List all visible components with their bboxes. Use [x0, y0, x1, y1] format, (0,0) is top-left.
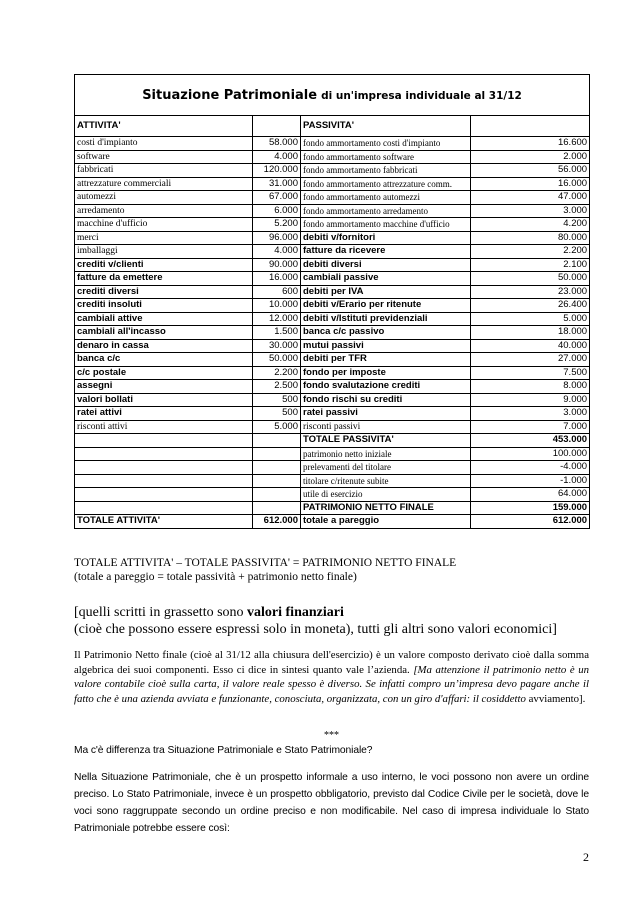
liability-label: debiti per TFR [301, 353, 471, 367]
table-row [75, 339, 590, 353]
liability-value: 3.000 [471, 407, 590, 421]
table-row [75, 353, 590, 367]
liability-label: debiti v/fornitori [301, 231, 471, 245]
liability-value: 159.000 [471, 501, 590, 515]
liability-value: 2.000 [471, 150, 590, 164]
liability-value: 56.000 [471, 164, 590, 178]
asset-label [75, 447, 253, 461]
liability-label: banca c/c passivo [301, 326, 471, 340]
liability-label: utile di esercizio [301, 488, 471, 502]
liability-label: debiti diversi [301, 258, 471, 272]
asset-value: 10.000 [253, 299, 301, 313]
asset-value [253, 434, 301, 448]
table-row [75, 447, 590, 461]
asset-value: 58.000 [253, 137, 301, 151]
asset-label: cambiali attive [75, 312, 253, 326]
asset-label: crediti v/clienti [75, 258, 253, 272]
asset-label: c/c postale [75, 366, 253, 380]
table-row [75, 285, 590, 299]
asset-value: 90.000 [253, 258, 301, 272]
asset-label: TOTALE ATTIVITA' [75, 515, 253, 529]
liability-label: fondo ammortamento arredamento [301, 204, 471, 218]
asset-label: merci [75, 231, 253, 245]
asset-value: 120.000 [253, 164, 301, 178]
asset-label: crediti insoluti [75, 299, 253, 313]
liability-value: 80.000 [471, 231, 590, 245]
asset-value: 31.000 [253, 177, 301, 191]
asset-label: assegni [75, 380, 253, 394]
asset-label: automezzi [75, 191, 253, 205]
asset-label: fatture da emettere [75, 272, 253, 286]
table-row [75, 150, 590, 164]
liability-label: ratei passivi [301, 407, 471, 421]
asset-value [253, 501, 301, 515]
page-number: 2 [583, 850, 589, 864]
net-worth-text: Il Patrimonio Netto finale (cioè al 31/12 alla chiusura dell'esercizio) è un valore composto derivato cioè dalla somma algebrica dei suoi componenti. Esso ci dice in sintesi quanto vale l’azienda. [74, 649, 589, 676]
liability-value: 2.200 [471, 245, 590, 259]
liability-label: fondo ammortamento fabbricati [301, 164, 471, 178]
liability-label: fondo ammortamento automezzi [301, 191, 471, 205]
asset-value [253, 488, 301, 502]
asset-label: fabbricati [75, 164, 253, 178]
table-row [75, 407, 590, 421]
table-row [75, 177, 590, 191]
assets-header: ATTIVITA' [75, 116, 253, 137]
liability-value: 612.000 [471, 515, 590, 529]
asset-value: 30.000 [253, 339, 301, 353]
financial-note-bold: valori finanziari [247, 605, 344, 620]
asset-label: software [75, 150, 253, 164]
table-title-sub: di un'impresa individuale al 31/12 [321, 89, 522, 102]
liability-label: fondo rischi su crediti [301, 393, 471, 407]
liability-value: 2.100 [471, 258, 590, 272]
asset-value [253, 447, 301, 461]
table-row [75, 488, 590, 502]
liability-value: 8.000 [471, 380, 590, 394]
table-row [75, 231, 590, 245]
net-worth-end: avviamento]. [525, 692, 586, 705]
asset-label [75, 501, 253, 515]
asset-label: imballaggi [75, 245, 253, 259]
liability-label: fatture da ricevere [301, 245, 471, 259]
liability-label: cambiali passive [301, 272, 471, 286]
liability-value: 23.000 [471, 285, 590, 299]
liability-value: 9.000 [471, 393, 590, 407]
table-header-row [75, 116, 590, 137]
asset-label: attrezzature commerciali [75, 177, 253, 191]
asset-label [75, 434, 253, 448]
net-worth-paragraph [74, 648, 589, 706]
asset-label: arredamento [75, 204, 253, 218]
liability-value: -4.000 [471, 461, 590, 475]
table-row [75, 461, 590, 475]
table-title-main: Situazione Patrimoniale [142, 87, 318, 103]
asset-label: denaro in cassa [75, 339, 253, 353]
liability-value: 16.000 [471, 177, 590, 191]
asset-label: cambiali all'incasso [75, 326, 253, 340]
liability-label: debiti v/Erario per ritenute [301, 299, 471, 313]
asset-label [75, 474, 253, 488]
liability-label: fondo ammortamento costi d'impianto [301, 137, 471, 151]
liability-label: fondo svalutazione crediti [301, 380, 471, 394]
formula-line-1: TOTALE ATTIVITA' – TOTALE PASSIVITA' = PATRIMONIO NETTO FINALE [74, 557, 457, 569]
liability-label: debiti per IVA [301, 285, 471, 299]
liability-label: titolare c/ritenute subite [301, 474, 471, 488]
liability-label: prelevamenti del titolare [301, 461, 471, 475]
liability-value: 40.000 [471, 339, 590, 353]
asset-label: ratei attivi [75, 407, 253, 421]
liability-label: fondo ammortamento macchine d'ufficio [301, 218, 471, 232]
liability-label: totale a pareggio [301, 515, 471, 529]
liability-label: PATRIMONIO NETTO FINALE [301, 501, 471, 515]
liability-value: 100.000 [471, 447, 590, 461]
answer-paragraph: Nella Situazione Patrimoniale, che è un prospetto informale a uso interno, le voci possono non avere un ordine preciso. Lo Stato Patrimoniale, invece è un prospetto obbligatorio, previsto dal Codice Civile per le società, dove le voci sono raggruppate secondo un ordine preciso e non modificabile. Nel caso di impresa individuale lo Stato Patrimoniale potrebbe essere così: [74, 772, 589, 834]
asset-value: 6.000 [253, 204, 301, 218]
asset-value [253, 461, 301, 475]
asset-value: 16.000 [253, 272, 301, 286]
asset-value: 2.500 [253, 380, 301, 394]
balance-sheet-table [74, 74, 590, 529]
liability-value: 4.200 [471, 218, 590, 232]
table-row [75, 299, 590, 313]
asset-value: 67.000 [253, 191, 301, 205]
asset-value: 5.200 [253, 218, 301, 232]
liability-label: debiti v/Istituti previdenziali [301, 312, 471, 326]
liability-label: fondo ammortamento software [301, 150, 471, 164]
asset-value: 12.000 [253, 312, 301, 326]
asset-value [253, 474, 301, 488]
table-row [75, 501, 590, 515]
liability-label: risconti passivi [301, 420, 471, 434]
liabilities-header: PASSIVITA' [301, 116, 471, 137]
asset-value: 1.500 [253, 326, 301, 340]
table-title-row [75, 75, 590, 116]
liability-value: 3.000 [471, 204, 590, 218]
asset-label: valori bollati [75, 393, 253, 407]
liability-value: 18.000 [471, 326, 590, 340]
liability-label: patrimonio netto iniziale [301, 447, 471, 461]
table-row [75, 272, 590, 286]
table-row [75, 312, 590, 326]
liability-value: 64.000 [471, 488, 590, 502]
liability-value: 5.000 [471, 312, 590, 326]
asset-value: 612.000 [253, 515, 301, 529]
asset-value: 4.000 [253, 245, 301, 259]
asset-label [75, 461, 253, 475]
table-row [75, 258, 590, 272]
table-row [75, 420, 590, 434]
asset-value: 600 [253, 285, 301, 299]
financial-note-pre: [quelli scritti in grassetto sono [74, 605, 248, 620]
table-row [75, 164, 590, 178]
table-row [75, 393, 590, 407]
question-line: Ma c'è differenza tra Situazione Patrimoniale e Stato Patrimoniale? [74, 745, 373, 756]
liability-label: TOTALE PASSIVITA' [301, 434, 471, 448]
formula-line-2: (totale a pareggio = totale passività + patrimonio netto finale) [74, 571, 357, 583]
asset-value: 4.000 [253, 150, 301, 164]
table-row [75, 191, 590, 205]
table-row [75, 218, 590, 232]
table-row [75, 326, 590, 340]
asset-label: risconti attivi [75, 420, 253, 434]
table-row [75, 474, 590, 488]
asset-value: 500 [253, 407, 301, 421]
financial-note-line-2: (cioè che possono essere espressi solo in moneta), tutti gli altri sono valori economici] [74, 622, 557, 637]
asset-label: macchine d'ufficio [75, 218, 253, 232]
table-row [75, 366, 590, 380]
table-title [75, 75, 590, 116]
asset-label: banca c/c [75, 353, 253, 367]
liability-value: 16.600 [471, 137, 590, 151]
asset-label [75, 488, 253, 502]
liability-value: 26.400 [471, 299, 590, 313]
table-row [75, 380, 590, 394]
table-row [75, 245, 590, 259]
net-worth-italic: [Ma attenzione il patrimonio netto è un valore contabile cioè sulla carta, il valore reale spesso è diverso. Se infatti compro un’impresa devo pagare anche il fatto che è una azienda avviata e funzionante, conosciuta, organizzata, con un giro d'affari: il cosiddetto [74, 663, 589, 705]
liability-label: fondo per imposte [301, 366, 471, 380]
table-row [75, 137, 590, 151]
liability-label: mutui passivi [301, 339, 471, 353]
liabilities-value-header [471, 116, 590, 137]
liability-value: 7.000 [471, 420, 590, 434]
liability-value: 47.000 [471, 191, 590, 205]
assets-value-header [253, 116, 301, 137]
table-row [75, 204, 590, 218]
liability-label: fondo ammortamento attrezzature comm. [301, 177, 471, 191]
asset-label: crediti diversi [75, 285, 253, 299]
asset-label: costi d'impianto [75, 137, 253, 151]
liability-value: 50.000 [471, 272, 590, 286]
financial-note-line-1 [74, 604, 589, 621]
section-separator: *** [324, 730, 339, 741]
table-row [75, 434, 590, 448]
asset-value: 96.000 [253, 231, 301, 245]
liability-value: 27.000 [471, 353, 590, 367]
table-row [75, 515, 590, 529]
asset-value: 50.000 [253, 353, 301, 367]
asset-value: 500 [253, 393, 301, 407]
liability-value: 7.500 [471, 366, 590, 380]
liability-value: 453.000 [471, 434, 590, 448]
liability-value: -1.000 [471, 474, 590, 488]
asset-value: 5.000 [253, 420, 301, 434]
asset-value: 2.200 [253, 366, 301, 380]
